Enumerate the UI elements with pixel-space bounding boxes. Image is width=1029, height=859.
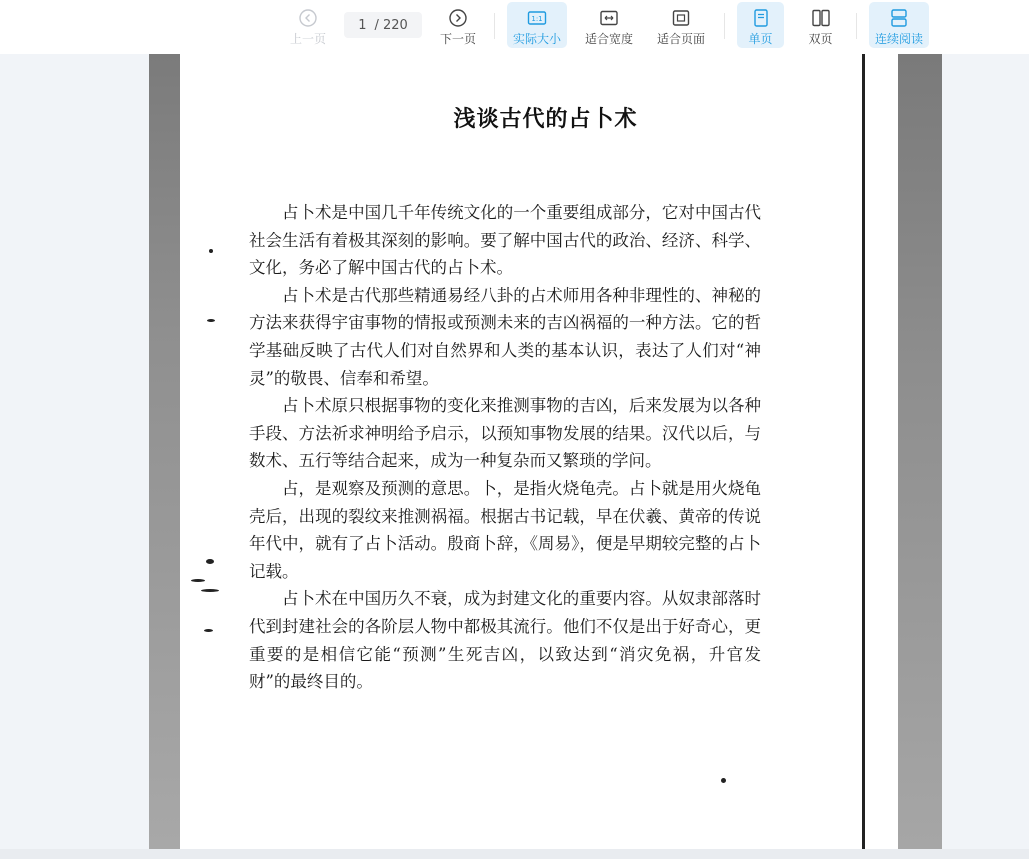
- scanned-page: [149, 54, 942, 849]
- prev-page-button[interactable]: [285, 2, 331, 48]
- continuous-reading-label: 连续阅读: [874, 32, 923, 46]
- chevron-right-circle-icon: [448, 8, 468, 28]
- fit-width-icon: [599, 8, 619, 28]
- double-page-icon: [811, 8, 831, 28]
- single-page-label: 单页: [748, 32, 773, 46]
- scan-shadow-right: [898, 54, 942, 849]
- toolbar-divider: [856, 13, 857, 39]
- document-title: 浅谈古代的占卜术: [453, 106, 638, 132]
- scan-speck: [721, 778, 726, 783]
- chevron-left-circle-icon: [298, 8, 318, 28]
- bottom-status-bar: [0, 849, 1029, 859]
- scan-speck: [206, 559, 214, 564]
- document-paragraph: 占卜术是古代那些精通易经八卦的占术师用各种非理性的、神秘的方法来获得宇宙事物的情报或预测未来的吉凶祸福的一种方法。它的哲学基础反映了古代人们对自然界和人类的基本认识，表达了人们对“神灵”的敬畏、信奉和希望。: [249, 285, 761, 388]
- scan-speck: [209, 249, 213, 253]
- scan-speck: [204, 629, 213, 632]
- fit-page-button[interactable]: [651, 2, 711, 48]
- scan-speck: [201, 589, 219, 592]
- single-page-button[interactable]: [737, 2, 784, 48]
- document-body: [249, 199, 761, 696]
- document-paragraph: 占卜术是中国几千年传统文化的一个重要组成部分，它对中国古代社会生活有着极其深刻的影响。要了解中国古代的政治、经济、科学、文化，务必了解中国古代的占卜术。: [249, 203, 761, 278]
- document-paragraph: 占卜术在中国历久不衰，成为封建文化的重要内容。从奴隶部落时代到封建社会的各阶层人物中都极其流行。他们不仅是出于好奇心，更重要的是相信它能“预测”生死吉凶，以致达到“消灾免祸，升官发财”的最终目的。: [249, 589, 761, 692]
- scan-speck: [207, 319, 215, 322]
- fit-page-icon: [671, 8, 691, 28]
- actual-size-label: 实际大小: [512, 32, 561, 46]
- current-page-input[interactable]: 1: [358, 17, 367, 33]
- toolbar-divider: [724, 13, 725, 39]
- document-paragraph: 占卜术原只根据事物的变化来推测事物的吉凶，后来发展为以各种手段、方法祈求神明给予启示，以预知事物发展的结果。汉代以后，与数术、五行等结合起来，成为一种复杂而又繁琐的学问。: [249, 396, 761, 471]
- next-page-label: 下一页: [439, 32, 476, 46]
- double-page-button[interactable]: [797, 2, 844, 48]
- actual-size-badge: 1:1: [531, 15, 543, 23]
- single-page-icon: [751, 8, 771, 28]
- continuous-reading-icon: [889, 8, 909, 28]
- fit-width-label: 适合宽度: [584, 32, 633, 46]
- scan-shadow-left: [149, 54, 180, 849]
- next-page-button[interactable]: [435, 2, 481, 48]
- viewer-toolbar: [0, 0, 1029, 54]
- total-pages: / 220: [374, 17, 408, 33]
- toolbar-divider: [494, 13, 495, 39]
- fit-width-button[interactable]: [579, 2, 639, 48]
- scan-speck: [191, 579, 205, 582]
- fit-page-label: 适合页面: [656, 32, 705, 46]
- document-paragraph: 占，是观察及预测的意思。卜，是指火烧龟壳。占卜就是用火烧龟壳后，出现的裂纹来推测祸福。根据古书记载，早在伏羲、黄帝的传说年代中，就有了占卜活动。殷商卜辞，《周易》，便是早期较完整的占卜记载。: [249, 478, 761, 581]
- actual-size-button[interactable]: [507, 2, 567, 48]
- page-number-box[interactable]: [344, 12, 422, 38]
- scan-page-edge: [862, 54, 865, 849]
- prev-page-label: 上一页: [289, 32, 326, 46]
- double-page-label: 双页: [808, 32, 833, 46]
- actual-size-icon: [527, 8, 547, 28]
- continuous-reading-button[interactable]: [869, 2, 929, 48]
